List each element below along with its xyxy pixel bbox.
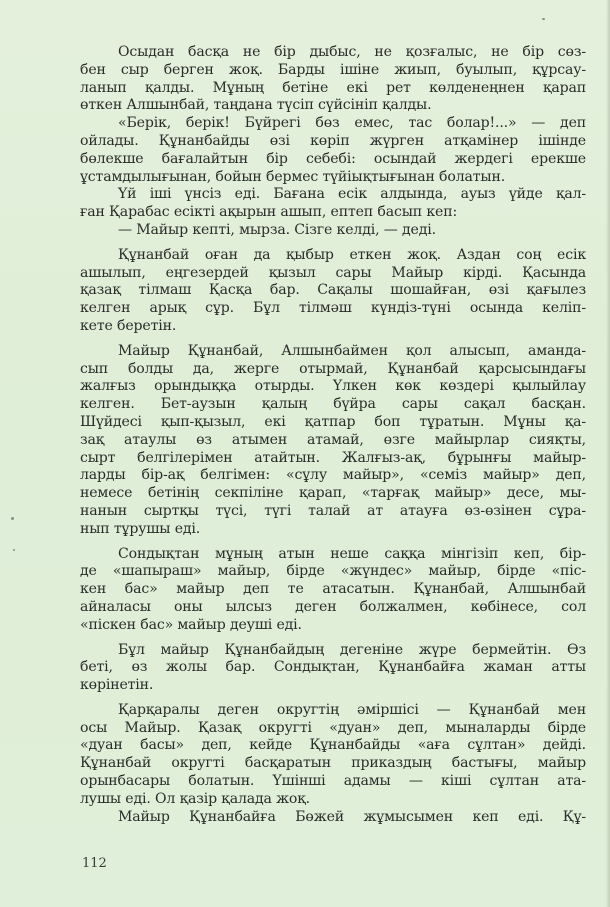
text-line: ған Қарабас есікті ақырын ашып, ептеп басып кеп:	[80, 204, 458, 221]
text-line: де «шапыраш» майыр, бірде «жүндес» майыр, бірде «піс-	[80, 563, 586, 580]
paragraph-first-line: Бұл майыр Құнанбайдың дегеніне жүре бермейтін. Өз	[118, 641, 586, 658]
paragraph-gap	[80, 539, 586, 546]
dust-speck	[13, 549, 15, 551]
paragraph-first-line: Майыр Құнанбайға Бөжей жұмысымен кеп еді. Құ-	[118, 808, 586, 825]
dust-speck	[11, 517, 14, 520]
text-line: ұстамдылығынан, бойын бермес түйіықтығынан болатын.	[80, 168, 506, 185]
text-line: айналасы оны ылсыз деген болжалмен, көбінесе, сол	[80, 598, 586, 615]
text-line: жалғыз орындыққа отырды. Үлкен көк көздері қылыйлау	[80, 378, 586, 395]
text-line: орынбасары болатын. Үшінші адамы — кіші сұлтан ата-	[80, 773, 586, 790]
paragraph-gap	[80, 336, 586, 343]
paragraph-gap	[80, 240, 586, 247]
text-line: зақ атаулы өз атымен атамай, өзге майырлар сияқты,	[80, 431, 586, 448]
text-line: нанын сыртқы түсі, түгі талай ат атауға өз-өзінен сұра-	[80, 502, 586, 519]
paragraph-first-line: Қарқаралы деген округтің әміршісі — Құнанбай мен	[118, 701, 586, 718]
text-line: ойлады. Құнанбайды өзі көріп жүрген атқамінер ішінде	[80, 132, 586, 149]
text-line: Құнанбай округті басқаратын приказдың бастығы, майыр	[80, 755, 586, 772]
text-line: сып болды да, жерге отырмай, Құнанбай қарсысындағы	[80, 360, 586, 377]
page-edge-shadow	[606, 0, 610, 907]
paragraph-first-line: Майыр Құнанбай, Алшынбаймен қол алысып, аманда-	[118, 342, 586, 359]
dust-speck	[542, 18, 545, 20]
text-line: «дуан басы» деп, кейде Құнанбайды «аға сұлтан» дейді.	[80, 737, 586, 754]
text-line: келген. Бет-аузын қалың бүйра сары сақал басқан.	[80, 396, 586, 413]
text-line: өткен Алшынбай, таңдана түсіп сүйсініп қалды.	[80, 97, 432, 114]
paragraph-first-line: Осыдан басқа не бір дыбыс, не қозғалыс, не бір сөз-	[118, 44, 586, 60]
page-number: 112	[82, 856, 107, 871]
text-line: көрінетін.	[80, 677, 154, 694]
text-line: бөлекше бағалайтын бір себебі: осындай жердегі ерекше	[80, 150, 586, 167]
text-line: бен сыр берген жоқ. Барды ішіне жиып, буылып, құрсау-	[80, 61, 586, 78]
text-line: сырт белгілерімен атайтын. Жалғыз-ақ, бұрынғы майыр-	[80, 449, 586, 466]
text-line: нып тұрушы еді.	[80, 520, 201, 537]
paragraph-gap	[80, 695, 586, 702]
text-line: ланып қалды. Мұның бетіне екі рет көлденеңнен қарап	[80, 79, 586, 96]
text-line: осы Майыр. Қазақ округті «дуан» деп, мыналарды бірде	[80, 719, 586, 736]
paragraph-first-line: Сондықтан мұның атын неше саққа мінгізіп кеп, бір-	[118, 545, 586, 562]
page-text	[80, 44, 586, 826]
text-line: немесе бетінің секпіліне қарап, «тарғақ майыр» десе, мы-	[80, 485, 586, 502]
paragraph-first-line: — Майыр кепті, мырза. Сізге келді, — деді.	[118, 221, 436, 238]
text-line: ларды бір-ақ белгімен: «сұлу майыр», «семіз майыр» деп,	[80, 467, 586, 484]
text-line: қазақ тілмаш Қасқа бар. Сақалы шошайған, өзі қағылез	[80, 282, 586, 299]
text-line: Шүйдесі қып-қызыл, екі қатпар боп тұратын. Мұны қа-	[80, 413, 586, 430]
text-line: беті, өз жолы бар. Сондықтан, Құнанбайға жаман атты	[80, 659, 586, 676]
text-line: кете беретін.	[80, 317, 177, 334]
paragraph-first-line: Үй іші үнсіз еді. Бағана есік алдында, ауыз үйде қал-	[118, 186, 586, 203]
text-line: келген арық сұр. Бұл тілмәш күндіз-түні осында келіп-	[80, 300, 586, 317]
text-line: кен бас» майыр деп те атасатын. Құнанбай, Алшынбай	[80, 581, 586, 598]
paragraph-gap	[80, 635, 586, 642]
paragraph-first-line: «Берік, берік! Бүйрегі бөз емес, тас болар!...» — деп	[118, 115, 586, 132]
text-line: «піскен бас» майыр деуші еді.	[80, 616, 302, 633]
paragraph-first-line: Құнанбай оған да қыбыр еткен жоқ. Аздан соң есік	[118, 246, 586, 263]
text-line: ашылып, еңгезердей қызыл сары Майыр кірді. Қасында	[80, 264, 586, 281]
text-line: лушы еді. Ол қазір қалада жоқ.	[80, 790, 310, 807]
